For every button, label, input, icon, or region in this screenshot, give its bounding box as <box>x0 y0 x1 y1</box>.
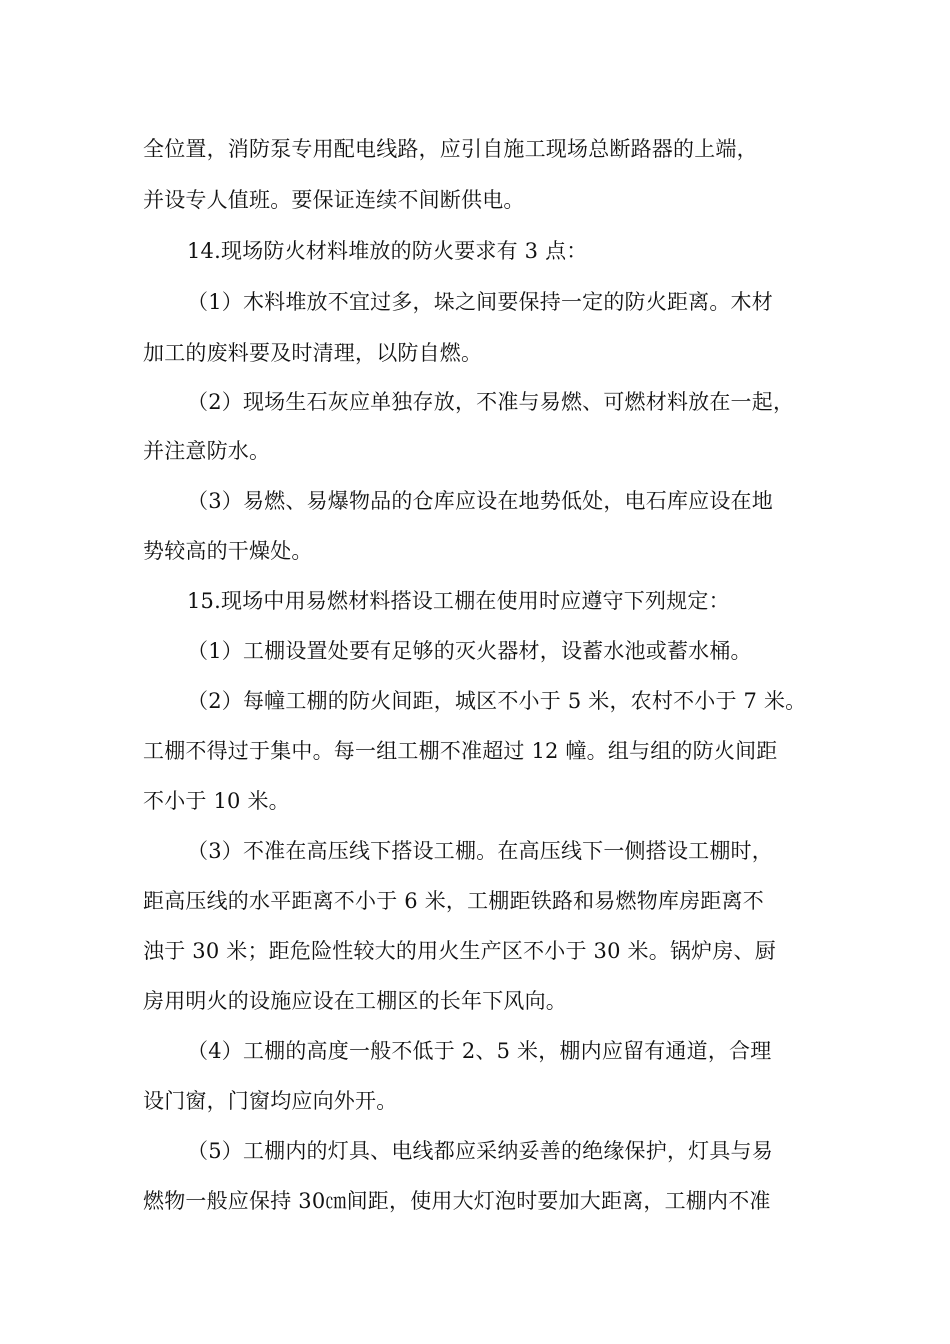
text-line: 并注意防水。 <box>143 439 271 463</box>
text-line: 不小于 10 米。 <box>143 789 290 813</box>
text-line: （3）不准在高压线下搭设工棚。在高压线下一侧搭设工棚时， <box>187 839 773 863</box>
text-line: （2）每幢工棚的防火间距，城区不小于 5 米，农村不小于 7 米。 <box>187 689 807 713</box>
text-line: 势较高的干燥处。 <box>143 539 313 563</box>
text-line: 浊于 30 米；距危险性较大的用火生产区不小于 30 米。锅炉房、厨 <box>143 939 776 963</box>
text-line: （1）木料堆放不宜过多，垛之间要保持一定的防火距离。木材 <box>187 290 773 314</box>
section-heading-14: 14.现场防火材料堆放的防火要求有 3 点： <box>187 239 588 263</box>
text-line: （5）工棚内的灯具、电线都应采纳妥善的绝缘保护，灯具与易 <box>187 1139 773 1163</box>
text-line: 燃物一般应保持 30㎝间距，使用大灯泡时要加大距离，工棚内不准 <box>143 1189 771 1213</box>
text-line: （3）易燃、易爆物品的仓库应设在地势低处，电石库应设在地 <box>187 489 773 513</box>
text-line: 房用明火的设施应设在工棚区的长年下风向。 <box>143 989 567 1013</box>
text-line: 距高压线的水平距离不小于 6 米，工棚距铁路和易燃物库房距离不 <box>143 889 764 913</box>
text-line: 设门窗，门窗均应向外开。 <box>143 1089 398 1113</box>
text-line: 并设专人值班。要保证连续不间断供电。 <box>143 188 525 212</box>
text-line: （4）工棚的高度一般不低于 2、5 米，棚内应留有通道，合理 <box>187 1039 772 1063</box>
text-line: 工棚不得过于集中。每一组工棚不准超过 12 幢。组与组的防火间距 <box>143 739 778 763</box>
text-line: （1）工棚设置处要有足够的灭火器材，设蓄水池或蓄水桶。 <box>187 639 752 663</box>
text-line: 加工的废料要及时清理，以防自燃。 <box>143 341 483 365</box>
text-line: 全位置，消防泵专用配电线路，应引自施工现场总断路器的上端， <box>143 137 758 161</box>
section-heading-15: 15.现场中用易燃材料搭设工棚在使用时应遵守下列规定： <box>187 589 730 613</box>
text-line: （2）现场生石灰应单独存放，不准与易燃、可燃材料放在一起， <box>187 390 795 414</box>
